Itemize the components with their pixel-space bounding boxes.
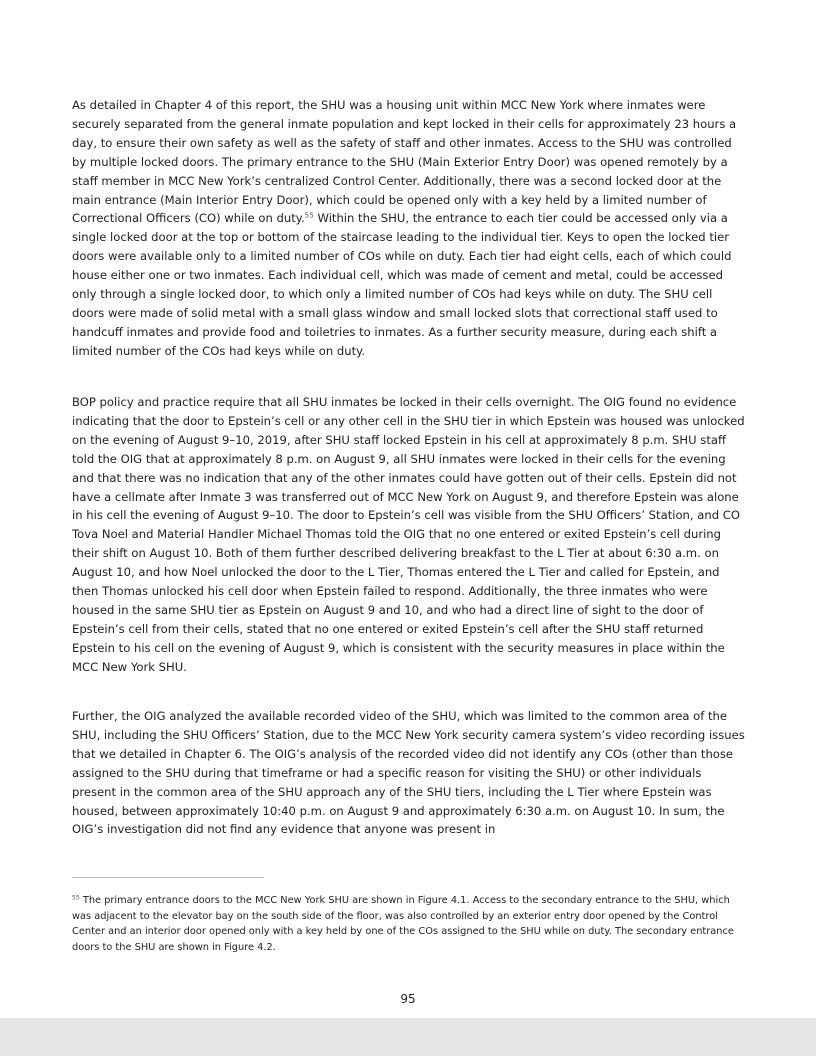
footnote-number: 55 bbox=[72, 894, 80, 902]
body-paragraph bbox=[72, 96, 746, 361]
body-paragraph: Further, the OIG analyzed the available recorded video of the SHU, which was limited to the common area of the SHU, including the SHU Officers’ Station, due to the MCC New York security camera system’s video recording issues that we detailed in Chapter 6. The OIG’s analysis of the recorded video did not identify any COs (other than those assigned to the SHU during that timeframe or had a specific reason for visiting the SHU) or other individuals present in the common area of the SHU approach any of the SHU tiers, including the L Tier where Epstein was housed, between approximately 10:40 p.m. on August 9 and approximately 6:30 a.m. on August 10. In sum, the OIG’s investigation did not find any evidence that anyone was present in bbox=[72, 709, 745, 837]
footnote-separator bbox=[72, 877, 264, 878]
body-paragraph: BOP policy and practice require that all SHU inmates be locked in their cells overnight. The OIG found no evidence indicating that the door to Epstein’s cell or any other cell in the SHU tier in which Epstein was housed was unlocked on the evening of August 9–10, 2019, after SHU staff locked Epstein in his cell at approximately 8 p.m. SHU staff told the OIG that at approximately 8 p.m. on August 9, all SHU inmates were locked in their cells for the evening and that there was no indication that any of the other inmates could have gotten out of their cells. Epstein did not have a cellmate after Inmate 3 was transferred out of MCC New York on August 9, and therefore Epstein was alone in his cell the evening of August 9–10. The door to Epstein’s cell was visible from the SHU Officers’ Station, and CO Tova Noel and Material Handler Michael Thomas told the OIG that no one entered or exited Epstein’s cell during their shift on August 10. Both of them further described delivering breakfast to the L Tier at about 6:30 a.m. on August 10, and how Noel unlocked the door to the L Tier, Thomas entered the L Tier and called for Epstein, and then Thomas unlocked his cell door when Epstein failed to respond. Additionally, the three inmates who were housed in the same SHU tier as Epstein on August 9 and 10, and who had a direct line of sight to the door of Epstein’s cell from their cells, stated that no one entered or exited Epstein’s cell after the SHU staff returned Epstein to his cell on the evening of August 9, which is consistent with the security measures in place within the MCC New York SHU. bbox=[72, 395, 745, 674]
footnote bbox=[72, 893, 744, 955]
footnote-reference[interactable]: 55 bbox=[304, 211, 314, 221]
footnote-text: The primary entrance doors to the MCC New York SHU are shown in Figure 4.1. Access to the secondary entrance to the SHU, which was adjacent to the elevator bay on the south side of the floor, was also controlled by an exterior entry door opened by the Control Center and an interior door opened only with a key held by one of the COs assigned to the SHU while on duty. The secondary entrance doors to the SHU are shown in Figure 4.2. bbox=[72, 895, 734, 953]
paragraph-text: As detailed in Chapter 4 of this report, the SHU was a housing unit within MCC New York where inmates were securely separated from the general inmate population and kept locked in their cells for approximately 23 hours a day, to ensure their own safety as well as the safety of staff and other inmates. Access to the SHU was controlled by multiple locked doors. The primary entrance to the SHU (Main Exterior Entry Door) was opened remotely by a staff member in MCC New York’s centralized Control Center. Additionally, there was a second locked door at the main entrance (Main Interior Entry Door), which could be opened only with a key held by a limited number of Correctional Officers (CO) while on duty. bbox=[72, 98, 737, 226]
paragraph-text: Within the SHU, the entrance to each tier could be accessed only via a single locked door at the top or bottom of the staircase leading to the individual tier. Keys to open the locked tier doors were available only to a limited number of COs while on duty. Each tier had eight cells, each of which could house either one or two inmates. Each individual cell, which was made of cement and metal, could be accessed only through a single locked door, to which only a limited number of COs had keys while on duty. The SHU cell doors were made of solid metal with a small glass window and small locked slots that correctional staff used to handcuff inmates and provide food and toiletries to inmates. As a further security measure, during each shift a limited number of the COs had keys while on duty. bbox=[72, 211, 732, 358]
page-number: 95 bbox=[400, 992, 416, 1006]
